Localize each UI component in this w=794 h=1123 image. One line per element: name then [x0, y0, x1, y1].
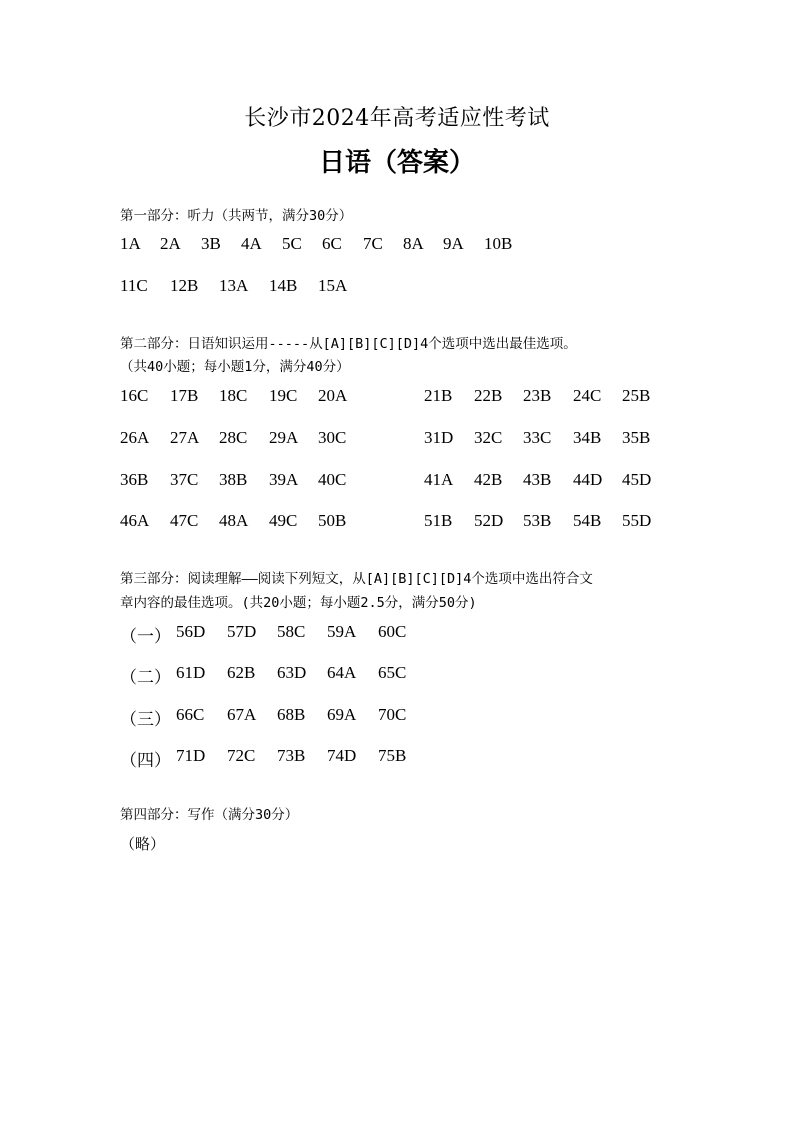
answer: 46A	[120, 511, 150, 530]
answer: 61D	[176, 663, 206, 682]
answer: 62B	[227, 663, 256, 682]
answer: 33C	[523, 428, 552, 447]
group-label: （三）	[120, 710, 171, 729]
part3-heading-line2: 章内容的最佳选项。(共20小题；每小题2.5分，满分50分)	[120, 595, 477, 611]
answer: 6C	[322, 234, 342, 253]
answer: 67A	[227, 705, 257, 724]
answer: 65C	[378, 663, 407, 682]
answer: 24C	[573, 386, 602, 405]
part3-heading-line1: 第三部分：阅读理解——阅读下列短文，从[A][B][C][D]4个选项中选出符合文	[120, 571, 593, 587]
answer: 55D	[622, 511, 652, 530]
answer: 36B	[120, 470, 149, 489]
answer: 22B	[474, 386, 503, 405]
answer: 48A	[219, 511, 249, 530]
answer: 53B	[523, 511, 552, 530]
answer: 71D	[176, 746, 206, 765]
answer: 12B	[170, 276, 199, 295]
answer: 21B	[424, 386, 453, 405]
answer: 75B	[378, 746, 407, 765]
answer: 25B	[622, 386, 651, 405]
answer: 23B	[523, 386, 552, 405]
answer: 29A	[269, 428, 299, 447]
exam-subtitle: 日语（答案）	[318, 148, 475, 178]
answer: 38B	[219, 470, 248, 489]
answer: 10B	[484, 234, 513, 253]
answer: 14B	[269, 276, 298, 295]
answer: 57D	[227, 622, 257, 641]
answer: 42B	[474, 470, 503, 489]
part4-note: （略）	[120, 835, 166, 853]
answer: 15A	[318, 276, 348, 295]
answer: 9A	[443, 234, 464, 253]
answer: 31D	[424, 428, 454, 447]
group-label: （一）	[120, 627, 171, 646]
answer: 19C	[269, 386, 298, 405]
answer: 52D	[474, 511, 504, 530]
part1-heading: 第一部分：听力（共两节，满分30分）	[120, 208, 353, 224]
answer: 59A	[327, 622, 357, 641]
answer: 51B	[424, 511, 453, 530]
answer: 56D	[176, 622, 206, 641]
answer: 70C	[378, 705, 407, 724]
answer: 18C	[219, 386, 248, 405]
answer: 69A	[327, 705, 357, 724]
answer: 3B	[201, 234, 221, 253]
answer: 49C	[269, 511, 298, 530]
answer: 17B	[170, 386, 199, 405]
answer: 16C	[120, 386, 149, 405]
answer: 20A	[318, 386, 348, 405]
part2-heading-line2: （共40小题；每小题1分，满分40分）	[120, 359, 350, 375]
group-label: （二）	[120, 668, 171, 687]
answer: 44D	[573, 470, 603, 489]
answer: 26A	[120, 428, 150, 447]
answer: 39A	[269, 470, 299, 489]
answer: 7C	[363, 234, 383, 253]
answer: 73B	[277, 746, 306, 765]
answer: 11C	[120, 276, 148, 295]
group-label: （四）	[120, 751, 171, 770]
answer: 74D	[327, 746, 357, 765]
answer: 58C	[277, 622, 306, 641]
exam-title: 长沙市2024年高考适应性考试	[244, 106, 550, 131]
answer: 1A	[120, 234, 141, 253]
answer: 13A	[219, 276, 249, 295]
answer: 5C	[282, 234, 302, 253]
answer: 60C	[378, 622, 407, 641]
answer: 43B	[523, 470, 552, 489]
answer: 2A	[160, 234, 181, 253]
part4-heading: 第四部分：写作（满分30分）	[120, 807, 299, 823]
answer: 32C	[474, 428, 503, 447]
answer: 50B	[318, 511, 347, 530]
answer: 35B	[622, 428, 651, 447]
answer: 4A	[241, 234, 262, 253]
answer: 27A	[170, 428, 200, 447]
answer: 28C	[219, 428, 248, 447]
part2-heading-line1: 第二部分：日语知识运用-----从[A][B][C][D]4个选项中选出最佳选项。	[120, 336, 577, 352]
answer: 37C	[170, 470, 199, 489]
answer: 34B	[573, 428, 602, 447]
answer: 8A	[403, 234, 424, 253]
answer: 68B	[277, 705, 306, 724]
answer: 30C	[318, 428, 347, 447]
answer: 54B	[573, 511, 602, 530]
answer: 66C	[176, 705, 205, 724]
answer: 72C	[227, 746, 256, 765]
answer: 64A	[327, 663, 357, 682]
answer: 41A	[424, 470, 454, 489]
answer: 40C	[318, 470, 347, 489]
answer: 47C	[170, 511, 199, 530]
answer: 45D	[622, 470, 652, 489]
answer: 63D	[277, 663, 307, 682]
